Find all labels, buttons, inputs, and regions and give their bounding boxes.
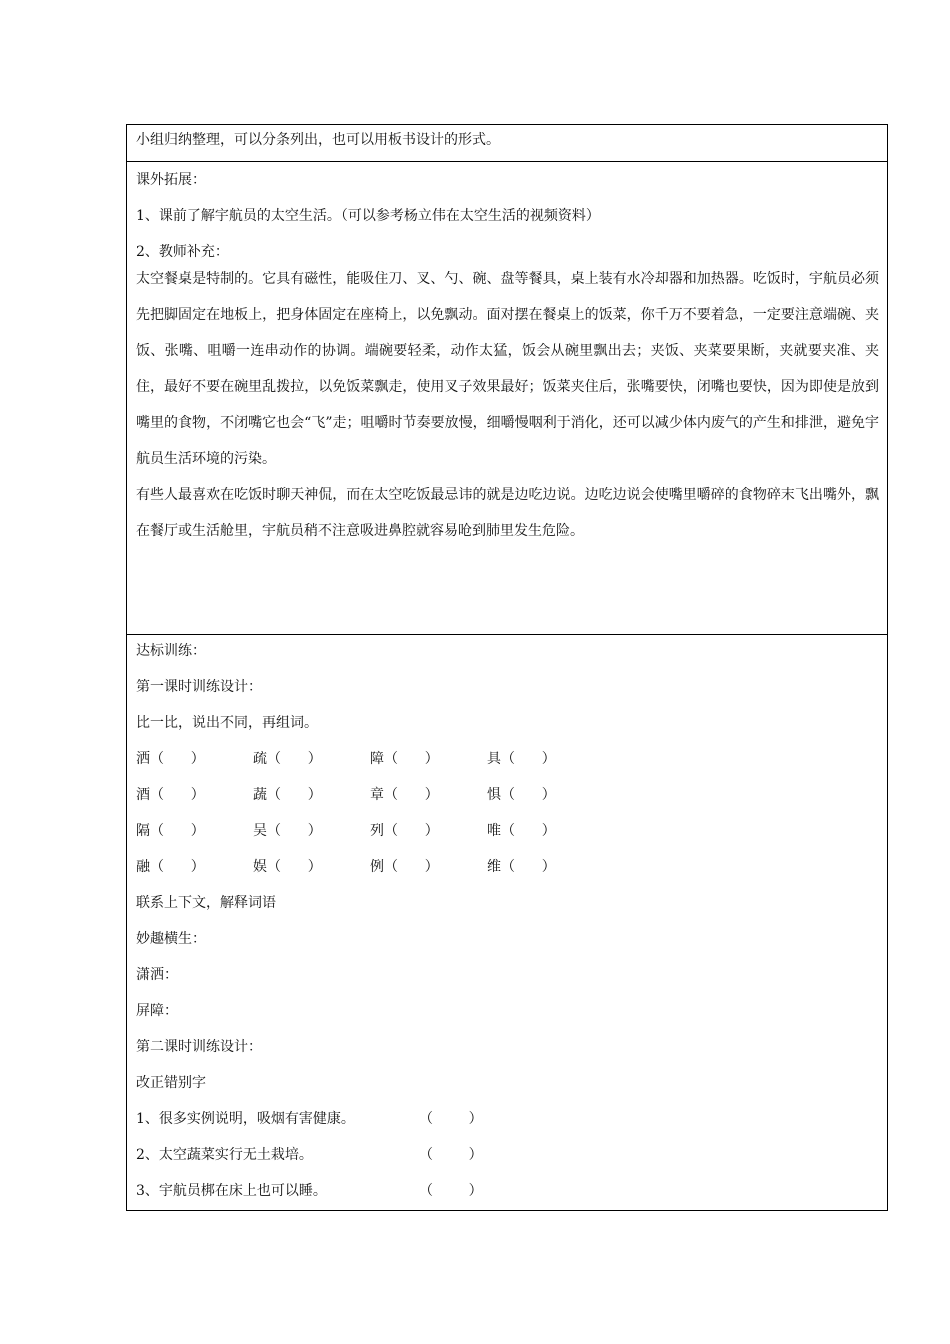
char-blank: 隔（ ） bbox=[136, 823, 205, 839]
char-row bbox=[136, 786, 879, 822]
char-blank: 娱（ ） bbox=[253, 859, 322, 875]
summary-text: 小组归纳整理，可以分条列出，也可以用板书设计的形式。 bbox=[136, 132, 500, 148]
correction-sentence bbox=[136, 1110, 879, 1146]
extension-paragraph-2: 有些人最喜欢在吃饭时聊天神侃，而在太空吃饭最忌讳的就是边吃边说。边吃边说会使嘴里嚼碎的食物碎末飞出嘴外，飘在餐厅或生活舱里，宇航员稍不注意吸进鼻腔就容易呛到肺里发生危险。 bbox=[136, 487, 879, 539]
char-blank: 维（ ） bbox=[487, 859, 556, 875]
char-blank: 酒（ ） bbox=[136, 787, 205, 803]
extension-heading: 课外拓展： bbox=[136, 172, 206, 188]
answer-blank: （ ） bbox=[419, 1147, 483, 1163]
lesson2-title: 第二课时训练设计： bbox=[136, 1039, 262, 1055]
compare-title: 比一比，说出不同，再组词。 bbox=[136, 715, 318, 731]
sentence-text: 3、宇航员梆在床上也可以睡。 bbox=[136, 1183, 327, 1199]
word-prompt: 屏障： bbox=[136, 1003, 178, 1019]
extension-item-1: 1、课前了解宇航员的太空生活。（可以参考杨立伟在太空生活的视频资料） bbox=[136, 208, 600, 224]
char-blank: 列（ ） bbox=[370, 823, 439, 839]
char-blank: 章（ ） bbox=[370, 787, 439, 803]
char-row bbox=[136, 822, 879, 858]
sentence-text: 1、很多实例说明，吸烟有害健康。 bbox=[136, 1111, 355, 1127]
char-blank: 唯（ ） bbox=[487, 823, 556, 839]
summary-cell bbox=[127, 125, 887, 161]
char-blank: 惧（ ） bbox=[487, 787, 556, 803]
char-blank: 融（ ） bbox=[136, 859, 205, 875]
extension-item-2: 2、教师补充： bbox=[136, 244, 229, 260]
char-blank: 疏（ ） bbox=[253, 751, 322, 767]
context-title: 联系上下文，解释词语 bbox=[136, 895, 276, 911]
answer-blank: （ ） bbox=[419, 1183, 483, 1199]
word-prompt: 妙趣横生： bbox=[136, 931, 206, 947]
correction-sentence bbox=[136, 1182, 879, 1218]
char-blank: 障（ ） bbox=[370, 751, 439, 767]
char-blank: 洒（ ） bbox=[136, 751, 205, 767]
char-blank: 例（ ） bbox=[370, 859, 439, 875]
char-blank: 吴（ ） bbox=[253, 823, 322, 839]
char-blank: 具（ ） bbox=[487, 751, 556, 767]
word-prompt: 潇洒： bbox=[136, 967, 178, 983]
sentence-text: 2、太空蔬菜实行无土栽培。 bbox=[136, 1147, 313, 1163]
correction-sentence bbox=[136, 1146, 879, 1182]
char-blank: 蔬（ ） bbox=[253, 787, 322, 803]
practice-cell bbox=[127, 634, 887, 1210]
correct-title: 改正错别字 bbox=[136, 1075, 206, 1091]
lesson1-title: 第一课时训练设计： bbox=[136, 679, 262, 695]
char-row bbox=[136, 750, 879, 786]
answer-blank: （ ） bbox=[419, 1111, 483, 1127]
extension-paragraph-1: 太空餐桌是特制的。它具有磁性，能吸住刀、叉、勺、碗、盘等餐具，桌上装有水冷却器和加热器。吃饭时，宇航员必须先把脚固定在地板上，把身体固定在座椅上，以免飘动。面对摆在餐桌上的饭菜，你千万不要着急，一定要注意端碗、夹饭、张嘴、咀嚼一连串动作的协调。端碗要轻柔，动作太猛，饭会从碗里飘出去；夹饭、夹菜要果断，夹就要夹准、夹住，最好不要在碗里乱拨拉，以免饭菜飘走，使用叉子效果最好；饭菜夹住后，张嘴要快，闭嘴也要快，因为即使是放到嘴里的食物，不闭嘴它也会“飞”走；咀嚼时节奏要放慢，细嚼慢咽利于消化，还可以减少体内废气的产生和排泄，避免宇航员生活环境的污染。 bbox=[136, 271, 879, 467]
practice-heading: 达标训练： bbox=[136, 643, 206, 659]
lesson-table bbox=[126, 124, 888, 1211]
char-row bbox=[136, 858, 879, 894]
extension-cell bbox=[127, 161, 887, 634]
